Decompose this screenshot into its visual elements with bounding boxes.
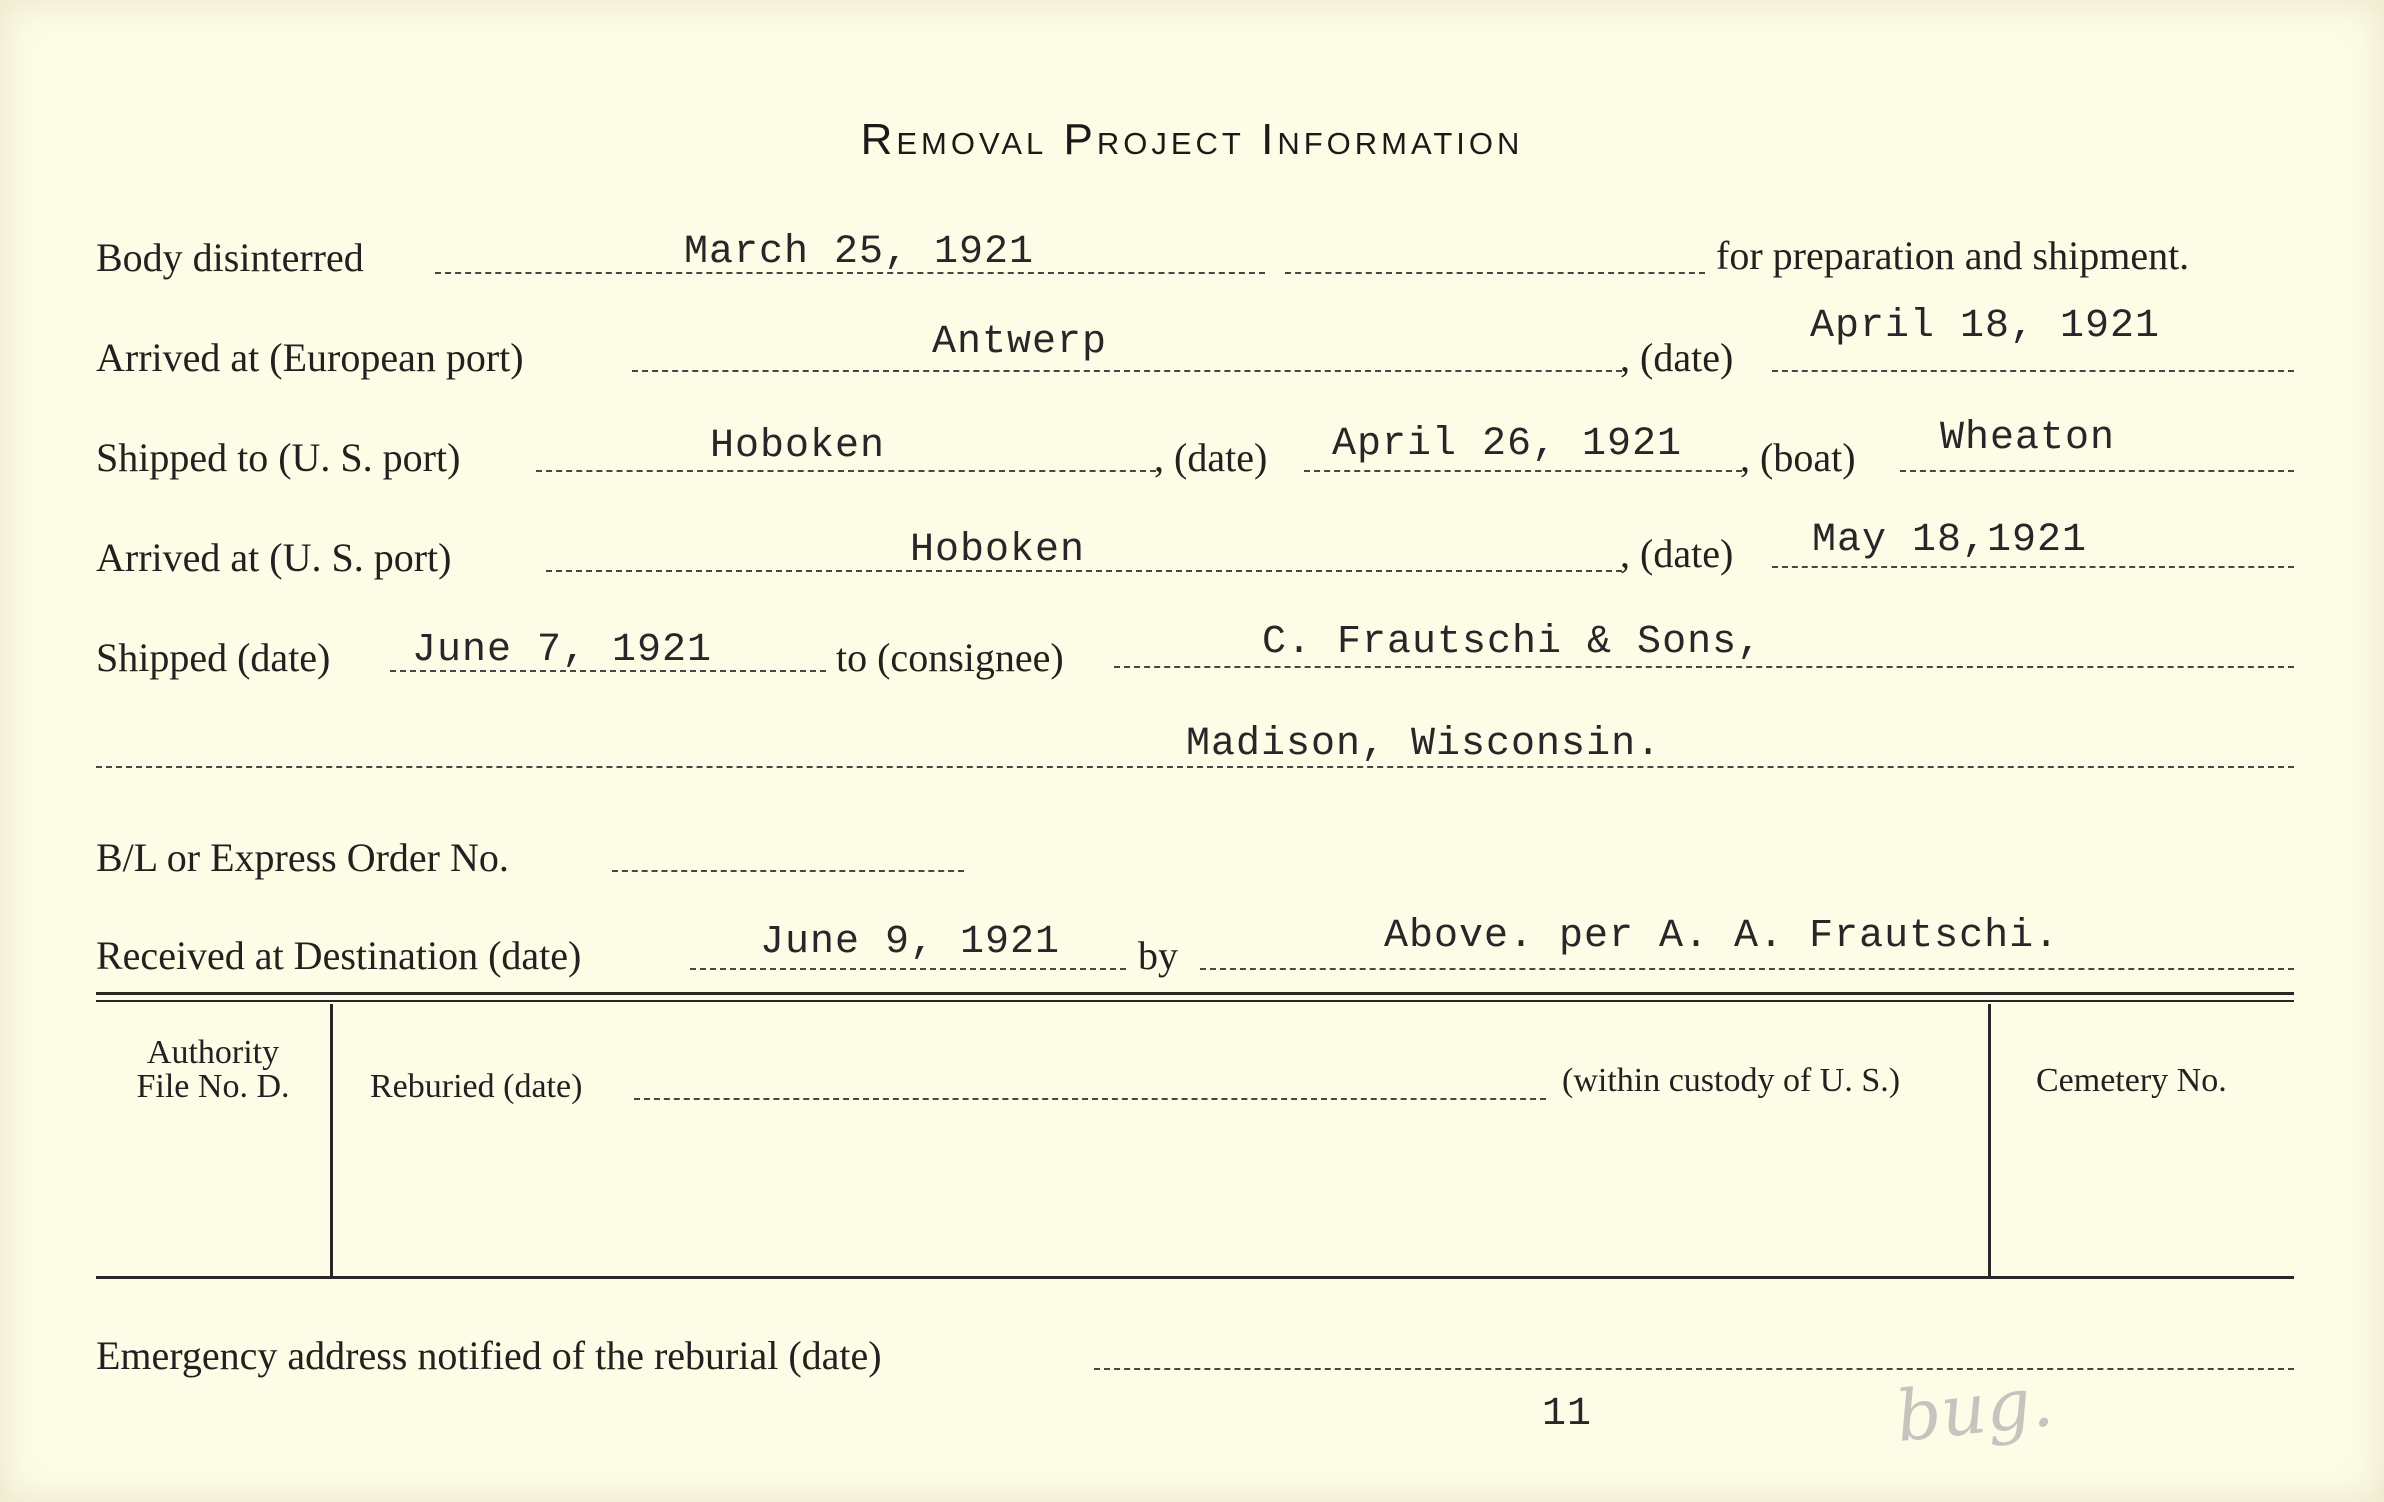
pencil-note: bug. [1892, 1360, 2057, 1458]
shipped-date-label: Shipped (date) [96, 635, 331, 680]
us-arrival-date-line [1772, 566, 2294, 568]
us-shipped-date-line [1304, 470, 1742, 472]
authority-file-label [96, 1036, 330, 1104]
boat-label: , (boat) [1740, 435, 1856, 480]
received-date-value: June 9, 1921 [760, 920, 1061, 965]
card-number: 11 [1542, 1392, 1593, 1437]
reburied-date-label: Reburied (date) [370, 1068, 583, 1105]
emergency-address-label: Emergency address notified of the reburial (date) [96, 1333, 882, 1378]
authority-label-line2: File No. D. [136, 1068, 290, 1105]
european-date-line [1772, 370, 2294, 372]
cemetery-column-divider [1988, 1004, 1991, 1278]
box-bottom-rule [96, 1276, 2294, 1279]
bl-order-label: B/L or Express Order No. [96, 835, 509, 880]
us-arrival-date-label: , (date) [1620, 531, 1734, 576]
shipped-to-us-port-label: Shipped to (U. S. port) [96, 435, 461, 480]
arrived-european-port-label: Arrived at (European port) [96, 335, 524, 380]
consignee-label: to (consignee) [836, 635, 1064, 680]
reburied-date-line [634, 1098, 1546, 1100]
bl-order-line [612, 870, 964, 872]
us-shipped-date-value: April 26, 1921 [1332, 422, 1683, 467]
european-port-value: Antwerp [932, 320, 1108, 365]
us-shipped-date-label: , (date) [1154, 435, 1268, 480]
card-title: Removal Project Information [860, 115, 1524, 164]
body-disinterred-label: Body disinterred [96, 235, 364, 280]
emergency-address-line [1094, 1368, 2294, 1370]
us-port-shipped-value: Hoboken [710, 424, 886, 469]
consignee-value-line2: Madison, Wisconsin. [1186, 722, 1662, 767]
shipped-date-value: June 7, 1921 [412, 628, 713, 673]
received-by-label: by [1138, 933, 1178, 978]
double-rule-bottom [96, 1000, 2294, 1002]
received-by-line [1200, 968, 2294, 970]
boat-line [1900, 470, 2294, 472]
us-arrival-date-value: May 18,1921 [1812, 518, 2088, 563]
european-arrival-date-value: April 18, 1921 [1810, 304, 2161, 349]
european-date-label: , (date) [1620, 335, 1734, 380]
received-by-value: Above. per A. A. Frautschi. [1384, 914, 2060, 959]
arrived-us-port-label: Arrived at (U. S. port) [96, 535, 452, 580]
within-custody-label: (within custody of U. S.) [1562, 1062, 1901, 1099]
boat-value: Wheaton [1940, 416, 2116, 461]
disinterred-date-value: March 25, 1921 [684, 230, 1035, 275]
us-port-shipped-line [536, 470, 1156, 472]
double-rule-top [96, 992, 2294, 995]
received-destination-label: Received at Destination (date) [96, 933, 582, 978]
european-port-line [632, 370, 1622, 372]
authority-label-line1: Authority [146, 1034, 280, 1071]
cemetery-no-label: Cemetery No. [2036, 1062, 2227, 1099]
us-port-arrived-value: Hoboken [910, 528, 1086, 573]
received-date-line [690, 968, 1126, 970]
consignee-value-line1: C. Frautschi & Sons, [1262, 620, 1763, 665]
disinterred-line-2 [1285, 272, 1705, 274]
consignee-line-1 [1114, 666, 2294, 668]
authority-column-divider [330, 1004, 333, 1278]
preparation-shipment-label: for preparation and shipment. [1716, 233, 2190, 278]
